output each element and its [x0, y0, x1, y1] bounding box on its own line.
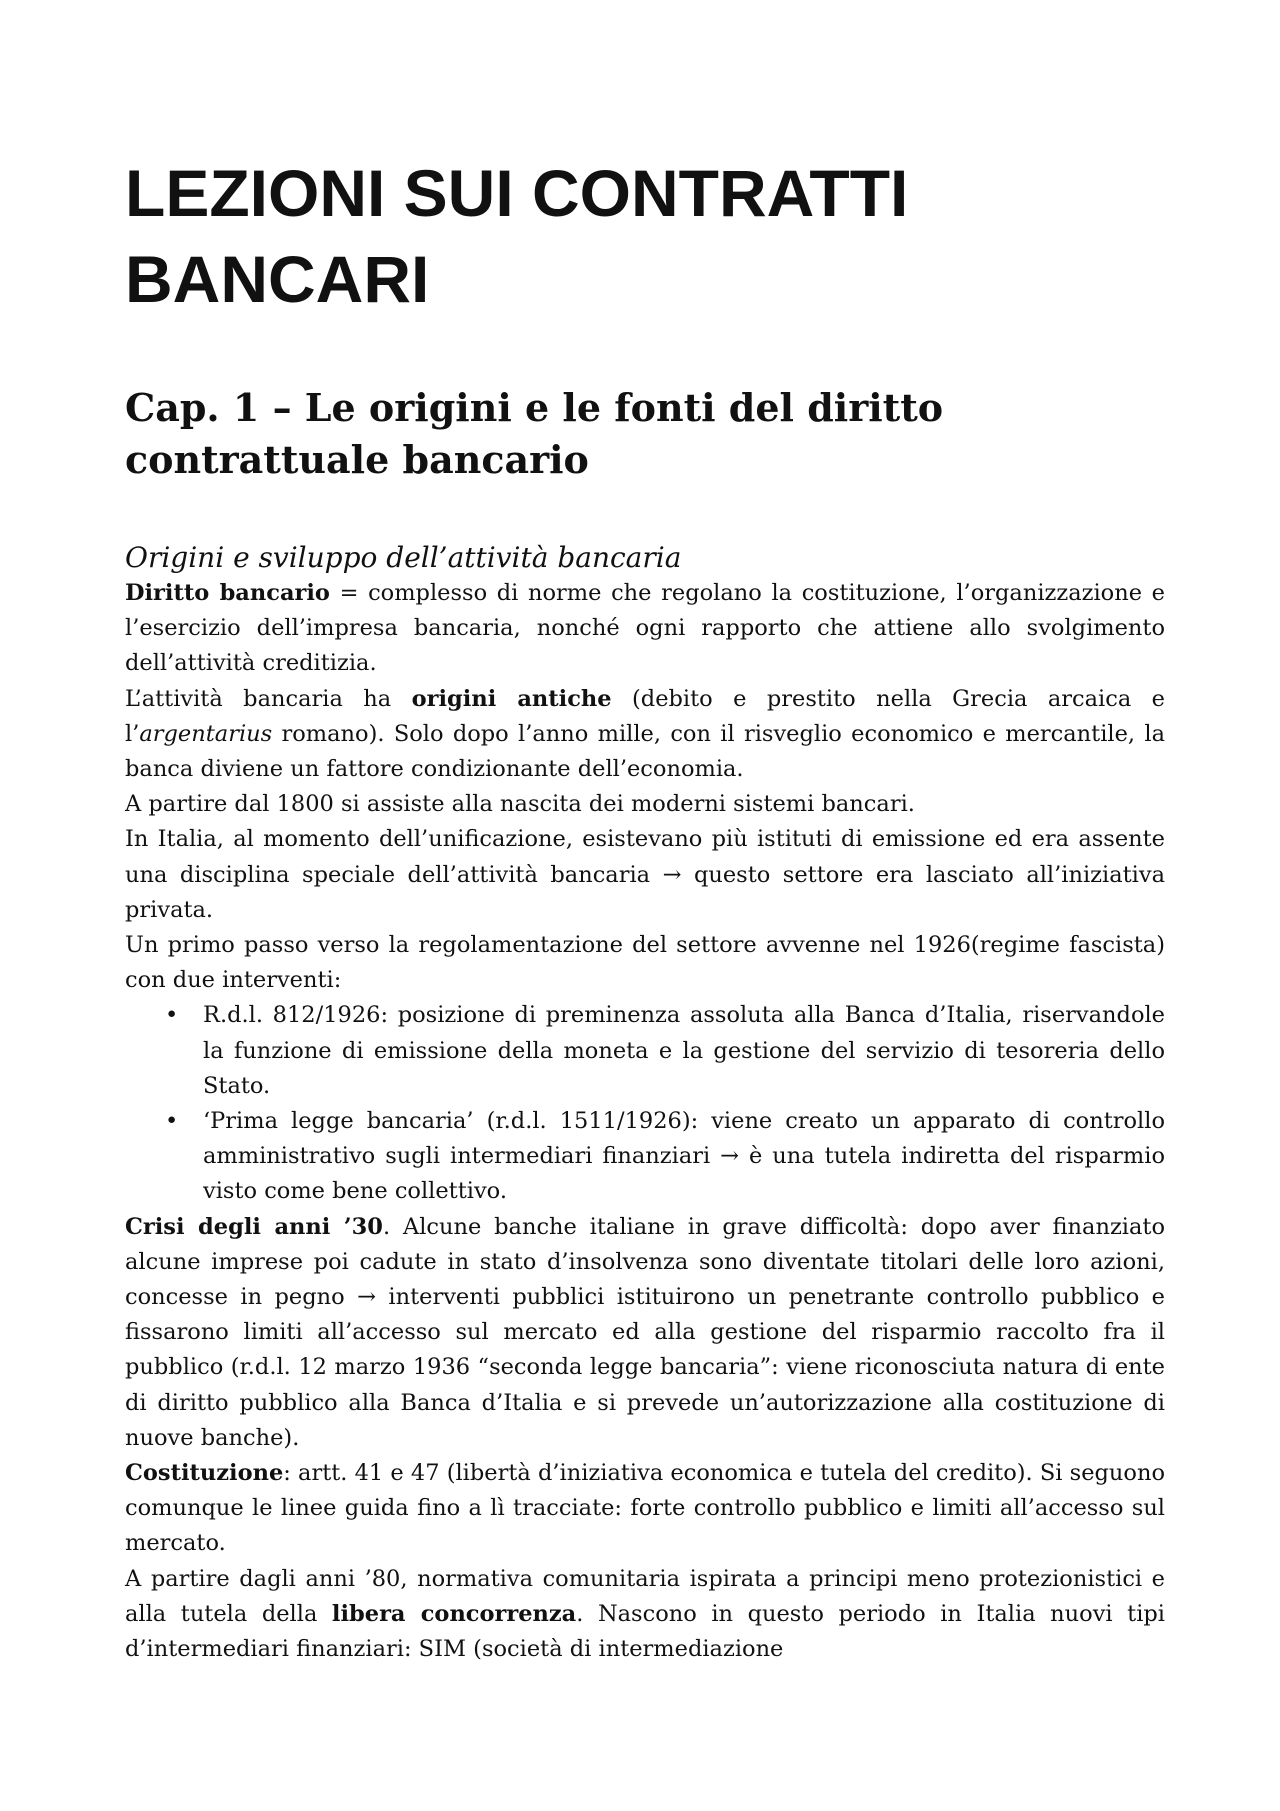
paragraph-definition	[125, 576, 1165, 682]
paragraph-constitution	[125, 1456, 1165, 1562]
bold-phrase: libera concorrenza	[331, 1600, 577, 1627]
list-item-text: ‘Prima legge bancaria’ (r.d.l. 1511/1926): viene creato un apparato di controllo amministrativo sugli intermediari finanziari → è una tutela indiretta del risparmio visto come bene collettivo.	[203, 1108, 1165, 1205]
paragraph-italy-unification: In Italia, al momento dell’unificazione, esistevano più istituti di emissione ed era assente una disciplina speciale dell’attività bancaria → questo settore era lasciato all’iniziativa privata.	[125, 826, 1165, 923]
document-page	[125, 150, 1165, 1667]
paragraph-text: . Alcune banche italiane in grave difficoltà: dopo aver finanziato alcune imprese poi cadute in stato d’insolvenza sono diventate titolari delle loro azioni, concesse in pegno → interventi pubblici istituirono un penetrante controllo pubblico e fissarono limiti all’accesso sul mercato ed alla gestione del risparmio raccolto fra il pubblico (r.d.l. 12 marzo 1936 “seconda legge bancaria”: viene riconosciuta natura di ente di diritto pubblico alla Banca d’Italia e si prevede un’autorizzazione alla costituzione di nuove banche).	[125, 1213, 1165, 1451]
bullet-marker: •	[165, 1002, 179, 1029]
paragraph-text: A partire dagli anni ’80, normativa comunitaria ispirata a principi meno protezionistici e alla tutela della	[125, 1565, 1165, 1627]
document-body	[125, 576, 1165, 1667]
bullet-marker: •	[165, 1108, 179, 1135]
term-costituzione: Costituzione	[125, 1460, 284, 1487]
paragraph-text: L’attività bancaria ha	[125, 685, 412, 712]
paragraph-text: (debito e prestito nella Grecia arcaica e l’	[125, 685, 1165, 747]
bullet-list	[125, 998, 1165, 1209]
document-title: LEZIONI SUI CONTRATTI BANCARI	[125, 156, 909, 316]
list-item-text: R.d.l. 812/1926: posizione di preminenza assoluta alla Banca d’Italia, riservandole la funzione di emissione della moneta e la gestione del servizio di tesoreria dello Stato.	[203, 1002, 1165, 1099]
term-crisi: Crisi degli anni ’30	[125, 1213, 383, 1240]
paragraph-text: : artt. 41 e 47 (libertà d’iniziativa economica e tutela del credito). Si seguono comunque le linee guida fino a lì tracciate: forte controllo pubblico e limiti all’accesso sul mercato.	[125, 1460, 1165, 1557]
section-title: Origini e sviluppo dell’attività bancaria	[125, 541, 682, 574]
italic-term: argentarius	[139, 720, 273, 747]
paragraph-text: romano). Solo dopo l’anno mille, con il risveglio economico e mercantile, la banca diviene un fattore condizionante dell’economia.	[125, 720, 1165, 783]
paragraph-80s	[125, 1562, 1165, 1668]
paragraph-text: = complesso di norme che regolano la costituzione, l’organizzazione e l’esercizio dell’impresa bancaria, nonché ogni rapporto che attiene allo svolgimento dell’attività creditizia.	[125, 580, 1165, 677]
paragraph-1926: Un primo passo verso la regolamentazione del settore avvenne nel 1926(regime fascista) con due interventi:	[125, 932, 1165, 994]
paragraph-origins	[125, 682, 1165, 788]
chapter-title: Cap. 1 – Le origini e le fonti del diritto contrattuale bancario	[125, 385, 944, 482]
term-diritto-bancario: Diritto bancario	[125, 580, 330, 606]
list-item	[125, 998, 1165, 1104]
paragraph-crisis-30s	[125, 1210, 1165, 1456]
list-item	[125, 1104, 1165, 1210]
bold-phrase: origini antiche	[411, 685, 612, 712]
paragraph-1800: A partire dal 1800 si assiste alla nascita dei moderni sistemi bancari.	[125, 791, 915, 818]
paragraph-text: . Nascono in questo periodo in Italia nuovi tipi d’intermediari finanziari: SIM (società di intermediazione	[125, 1600, 1165, 1663]
